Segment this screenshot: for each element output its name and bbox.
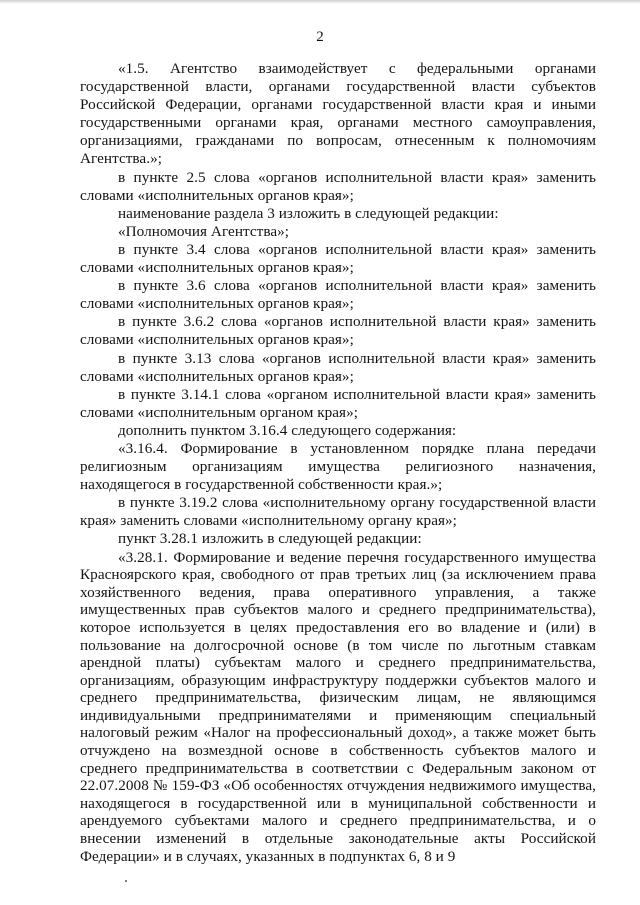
document-body (80, 60, 596, 865)
paragraph-3-16-4-text: «3.16.4. Формирование в установленном порядке плана передачи религиозным организациям имущества религиозного назначения, находящегося в государственной собственности края.»; (80, 439, 596, 494)
paragraph-3-28-1-intro: пункт 3.28.1 изложить в следующей редакции: (118, 530, 422, 548)
paragraph-point-3-19-2: в пункте 3.19.2 слова «исполнительному органу государственной власти края» заменить словами «исполнительному органу края»; (80, 494, 596, 530)
paragraph-3-28-1-text: «3.28.1. Формирование и ведение перечня государственного имущества Красноярского края, свободного от прав третьих лиц (за исключением права хозяйственного ведения, права оперативного управления, а также имущественных прав субъектов малого и среднего предпринимательства), которое используется в целях предоставления его во владение и (или) в пользование на долгосрочной основе (в том числе по льготным ставкам арендной платы) субъектам малого и среднего предпринимательства, организациям, образующим инфраструктуру поддержки субъектов малого и среднего предпринимательства, физическим лицам, не являющимся индивидуальными предпринимателями и применяющим специальный налоговый режим «Налог на профессиональный доход», а также может быть отчуждено на возмездной основе в собственность субъектов малого и среднего предпринимательства в соответствии с Федеральным законом от 22.07.2008 № 159-ФЗ «Об особенностях отчуждения недвижимого имущества, находящегося в государственной или в муниципальной собственности и арендуемого субъектами малого и среднего предпринимательства, и о внесении изменений в отдельные законодательные акты Российской Федерации» и в случаях, указанных в подпунктах 6, 8 и 9 (80, 548, 596, 865)
paragraph-point-3-4: в пункте 3.4 слова «органов исполнительной власти края» заменить словами «исполнительных органов края»; (80, 240, 596, 277)
paragraph-add-3-16-4: дополнить пунктом 3.16.4 следующего содержания: (118, 421, 457, 439)
paragraph-point-3-13: в пункте 3.13 слова «органов исполнительной власти края» заменить словами «исполнительных органов края»; (80, 349, 596, 385)
paragraph-point-3-14-1: в пункте 3.14.1 слова «органом исполнительной власти края» заменить словами «исполнительным органом края»; (80, 385, 596, 421)
paragraph-point-2-5: в пункте 2.5 слова «органов исполнительной власти края» заменить словами «исполнительных органов края»; (80, 168, 596, 204)
paragraph-point-3-6-2: в пункте 3.6.2 слова «органов исполнительной власти края» заменить словами «исполнительных органов края»; (80, 313, 596, 349)
scan-speck (125, 880, 127, 882)
paragraph-1-5-agency: «1.5. Агентство взаимодействует с федеральными органами государственной власти, органами государственной власти субъектов Российской Федерации, органами государственной власти края и иными государственными органами края, органами местного самоуправления, организациями, гражданами по вопросам, отнесенным к полномочиям Агентства.»; (80, 60, 596, 168)
paragraph-section-3-title-change: наименование раздела 3 изложить в следующей редакции: (118, 204, 499, 222)
page-number: 2 (316, 29, 324, 45)
scan-edge (0, 0, 640, 4)
paragraph-point-3-6: в пункте 3.6 слова «органов исполнительной власти края» заменить словами «исполнительных органов края»; (80, 277, 596, 313)
paragraph-section-3-title: «Полномочия Агентства»; (118, 222, 290, 240)
